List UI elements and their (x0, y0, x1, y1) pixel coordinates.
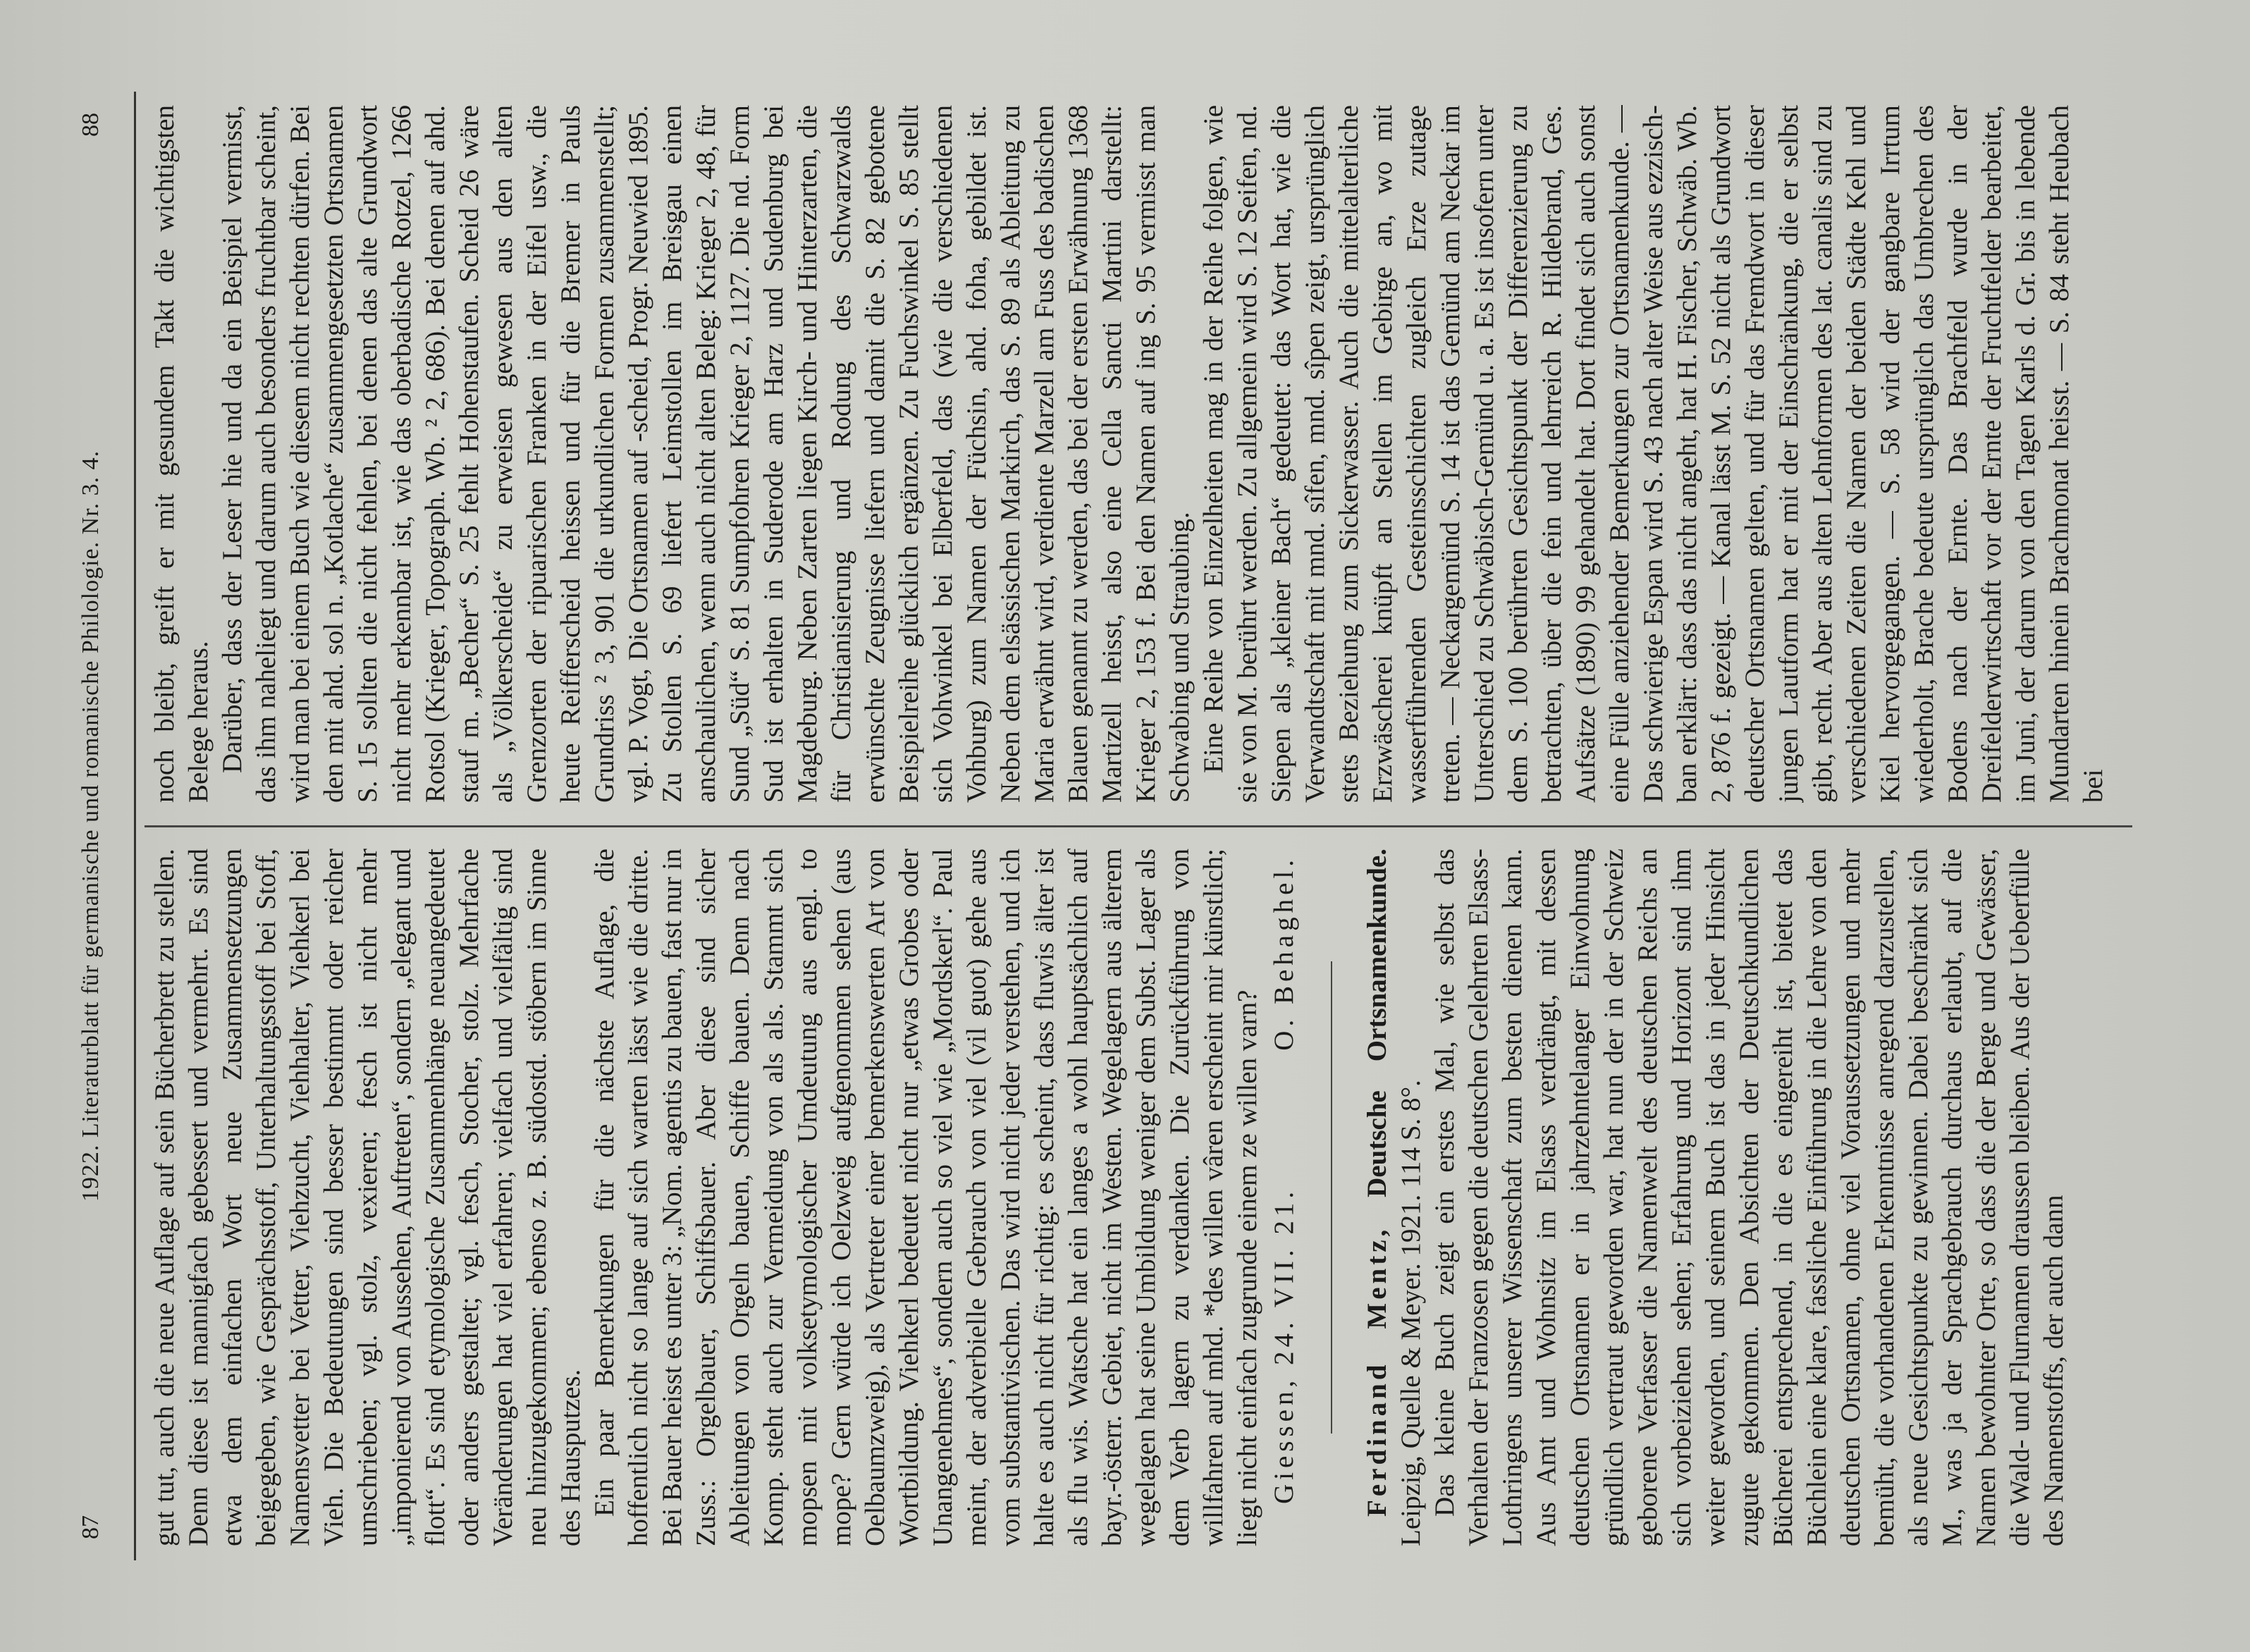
review-signature (1267, 849, 1301, 1546)
review-separator (1331, 961, 1332, 1434)
header-rule (134, 92, 136, 1560)
review-book-title: Deutsche Ortsnamenkunde. (1362, 849, 1392, 1197)
review-publication-info: Leipzig, Quelle & Meyer. 1921. 114 S. 8°. (1396, 1080, 1426, 1546)
page-number-right: 88 (78, 113, 104, 137)
column-divider (145, 825, 2132, 827)
signature-place-date: Giessen, 24. VII. 21. (1269, 1187, 1299, 1504)
page-number-left: 87 (78, 1515, 104, 1539)
paragraph: Eine Reihe von Einzelheiten mag in der Reihe folgen, wie sie von M. berührt werden. Zu allgemein wird S. 12 Seifen, nd. Siepen als „kleiner Bach“ gedeutet: das Wort hat, wie die Verwandtschaft mit mnd. sîfen, mnd. sîpen zeigt, ursprünglich stets Beziehung zum Sickerwasser. Auch die mittelalterliche Erzwäscherei knüpft an Stellen im Gebirge an, wo mit wasserführenden Gesteinsschichten zugleich Erze zutage treten. — Neckargemünd S. 14 ist das Gemünd am Neckar im Unterschied zu Schwäbisch-Gemünd u. a. Es ist insofern unter dem S. 100 berührten Gesichtspunkt der Differenzierung zu betrachten, über die fein und lehrreich R. Hildebrand, Ges. Aufsätze (1890) 99 gehandelt hat. Dort findet sich auch sonst eine Fülle anziehender Bemerkungen zur Ortsnamenkunde. — Das schwierige Espan wird S. 43 nach alter Weise aus ezzisch-ban erklärt: dass das nicht angeht, hat H. Fischer, Schwäb. Wb. 2, 876 f. gezeigt. — Kanal lässt M. S. 52 nicht als Grundwort deutscher Ortsnamen gelten, und für das Fremdwort in dieser jungen Lautform hat er mit der Einschränkung, die er selbst gibt, recht. Aber aus alten Lehnformen des lat. canalis sind zu verschiedenen Zeiten die Namen der beiden Städte Kehl und Kiel hervorgegangen. — S. 58 wird der gangbare Irrtum wiederholt, Brache bedeute ursprünglich das Umbrechen des Bodens nach der Ernte. Das Brachfeld wurde in der Dreifelderwirtschaft vor der Ernte der Fruchtfelder bearbeitet, im Juni, der darum von den Tagen Karls d. Gr. bis in lebende Mundarten hinein Brachmonat heisst. — S. 84 steht Heubach bei (1198, 105, 2108, 803)
paragraph: Das kleine Buch zeigt ein erstes Mal, wie selbst das Verhalten der Franzosen gegen die deutschen Gelehrten Elsass-Lothringens unserer Wissenschaft zum besten dienen kann. Aus Amt und Wohnsitz im Elsass verdrängt, mit dessen deutschen Ortsnamen er in jahrzehntelanger Einwohnung gründlich vertraut geworden war, hat nun der in der Schweiz geborene Verfasser die Namenwelt des deutschen Reichs an sich vorbeiziehen sehen; Erfahrung und Horizont sind ihm weiter geworden, und seinem Buch ist das in jeder Hinsicht zugute gekommen. Den Absichten der Deutschkundlichen Bücherei entsprechend, in die es eingereiht ist, bietet das Büchlein eine klare, fassliche Einführung in die Lehre von den deutschen Ortsnamen, ohne viel Voraussetzungen und mehr bemüht, die vorhandenen Erkenntnisse anregend darzustellen, als neue Gesichtspunkte zu gewinnen. Dabei beschränkt sich M., was ja der Sprachgebrauch durchaus erlaubt, auf die Namen bewohnter Orte, so dass die der Berge und Gewässer, die Wald- und Flurnamen draussen bleiben. Aus der Ueberfülle des Namenstoffs, der auch dann (1430, 849, 2069, 1546)
running-header-title: 1922. Literaturblatt für germanische und romanische Philologie. Nr. 3. 4. (78, 450, 104, 1202)
review-author: Ferdinand Mentz, (1362, 1226, 1392, 1517)
paragraph: gut tut, auch die neue Auflage auf sein Bücherbrett zu stellen. Denn diese ist mannigfach gebessert und vermehrt. Es sind etwa dem einfachen Wort neue Zusammensetzungen beigegeben, wie Gesprächsstoff, Unterhaltungsstoff bei Stoff, Namensvetter bei Vetter, Viehzucht, Viehhalter, Viehkerl bei Vieh. Die Bedeutungen sind besser bestimmt oder reicher umschrieben; vgl. stolz, vexieren; fesch ist nicht mehr „imponierend von Aussehen, Auftreten“, sondern „elegant und flott“. Es sind etymologische Zusammenhänge neuangedeutet oder anders gestaltet; vgl. fesch, Stocher, stolz. Mehrfache Veränderungen hat viel erfahren; vielfach und vielfältig sind neu hinzugekommen; ebenso z. B. südostd. stöbern im Sinne des Hausputzes. (149, 849, 586, 1546)
column-left (148, 849, 2143, 1546)
column-right (148, 105, 2143, 803)
review-heading (1360, 849, 1428, 1546)
paragraph: noch bleibt, greift er mit gesundem Takt die wichtigsten Belege heraus. (149, 105, 214, 803)
signature-name: O. Behaghel. (1269, 856, 1299, 1051)
paragraph: Darüber, dass der Leser hie und da ein Beispiel vermisst, das ihm naheliegt und darum auch besonders fruchtbar scheint, wird man bei einem Buch wie diesem nicht rechten dürfen. Bei den mit ahd. sol n. „Kotlache“ zusammengesetzten Ortsnamen S. 15 sollten die nicht fehlen, bei denen das alte Grundwort nicht mehr erkennbar ist, wie das oberbadische Rotzel, 1266 Rotsol (Krieger, Topograph. Wb. ² 2, 686). Bei denen auf ahd. stauf m. „Becher“ S. 25 fehlt Hohenstaufen. Scheid 26 wäre als „Völkerscheide“ zu erweisen gewesen aus den alten Grenzorten der ripuarischen Franken in der Eifel usw., die heute Reifferscheid heissen und für die Bremer in Pauls Grundriss ² 3, 901 die urkundlichen Formen zusammenstellt; vgl. P. Vogt, Die Ortsnamen auf -scheid, Progr. Neuwied 1895. Zu Stollen S. 69 liefert Leimstollen im Breisgau einen anschaulichen, wenn auch nicht alten Beleg: Krieger 2, 48, für Sund „Süd“ S. 81 Sumpfohren Krieger 2, 1127. Die nd. Form Sud ist erhalten in Suderode am Harz und Sudenburg bei Magdeburg. Neben Zarten liegen Kirch- und Hinterzarten, die für Christianisierung und Rodung des Schwarzwalds erwünschte Zeugnisse liefern und damit die S. 82 gebotene Beispielreihe glücklich ergänzen. Zu Fuchswinkel S. 85 stellt sich Vohwinkel bei Elberfeld, das (wie die verschiedenen Vohburg) zum Namen der Füchsin, ahd. foha, gebildet ist. Neben dem elsässischen Markirch, das S. 89 als Ableitung zu Maria erwähnt wird, verdiente Marzell am Fuss des badischen Blauen genannt zu werden, das bei der ersten Erwähnung 1368 Martizell heisst, also eine Cella Sancti Martini darstellt: Krieger 2, 153 f. Bei den Namen auf ing S. 95 vermisst man Schwabing und Straubing. (217, 105, 1195, 803)
paragraph: Ein paar Bemerkungen für die nächste Auflage, die hoffentlich nicht so lange auf sich warten lässt wie die dritte. Bei Bauer heisst es unter 3: „Nom. agentis zu bauen, fast nur in Zuss.: Orgelbauer, Schiffsbauer. Aber diese sind sicher Ableitungen von Orgeln bauen, Schiffe bauen. Denn nach Komp. steht auch zur Vermeidung von als als. Stammt sich mopsen mit volksetymologischer Umdeutung aus engl. to mope? Gern würde ich Oelzweig aufgenommen sehen (aus Oelbaumzweig), als Vertreter einer bemerkenswerten Art von Wortbildung. Viehkerl bedeutet nicht nur „etwas Grobes oder Unangenehmes“, sondern auch so viel wie „Mordskerl“. Paul meint, der adverbielle Gebrauch von viel (vil guot) gehe aus vom substantivischen. Das wird nicht jeder verstehen, und ich halte es auch nicht für richtig: es scheint, dass fluwis älter ist als flu wis. Watsche hat ein langes a wohl hauptsächlich auf bayr.-österr. Gebiet, nicht im Westen. Wegelagern aus älterem wegelagen hat seine Umbildung weniger dem Subst. Lager als dem Verb lagern zu verdanken. Die Zurückführung von willfahren auf mhd. *des willen vâren erscheint mir künstlich; liegt nicht einfach zugrunde einem ze willen varn? (589, 849, 1262, 1546)
